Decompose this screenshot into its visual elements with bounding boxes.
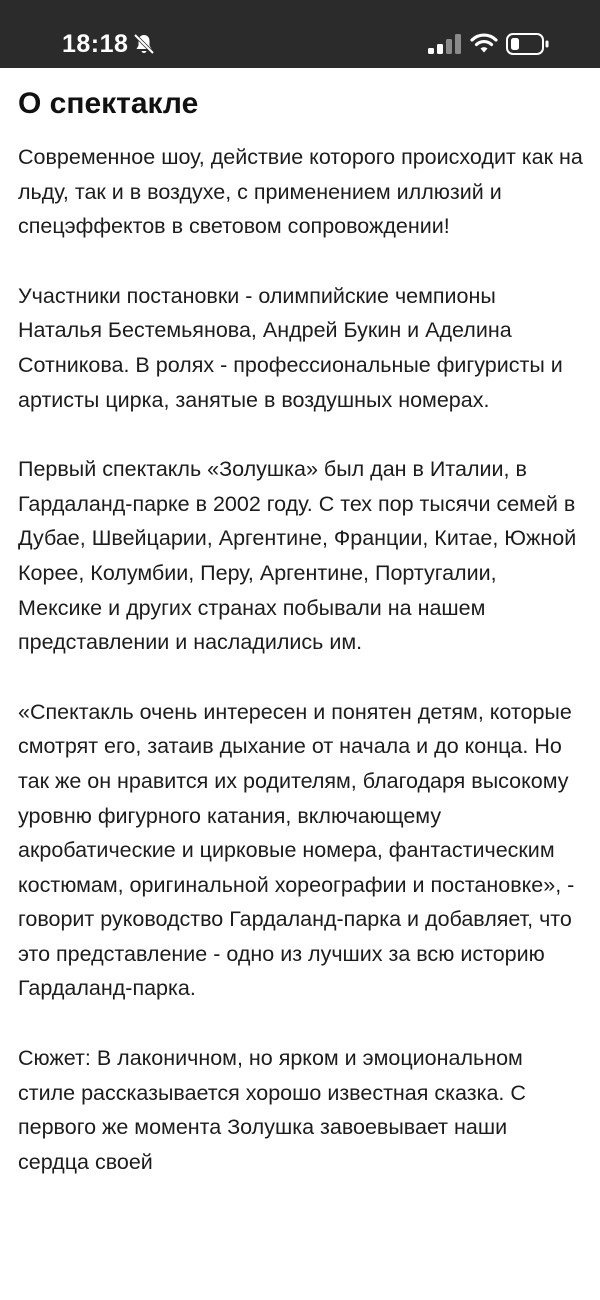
page-title: О спектакле [18,87,199,120]
about-section [18,82,584,1179]
paragraph-quote: «Спектакль очень интересен и понятен детям, которые смотрят его, затаив дыхание от начала и до конца. Но так же он нравится их родителям, благодаря высокому уровню фигурного катания, включающему акробатические и цирковые номера, фантастическим костюмам, оригинальной хореографии и постановке», - говорит руководство Гардаланд-парка и добавляет, что это представление - одно из лучших за всю историю Гардаланд-парка. [18,699,575,1001]
signal-icon [428,34,462,54]
battery-icon [506,32,550,56]
scroll-fade-overlay [190,1262,420,1300]
paragraph-plot: Сюжет: В лаконичном, но ярком и эмоциональном стиле рассказывается хорошо известная сказка. С первого же момента Золушка завоевывает наши сердца своей [18,1046,526,1174]
paragraph-history: Первый спектакль «Золушка» был дан в Италии, в Гардаланд-парке в 2002 году. С тех пор тысячи семей в Дубае, Швейцарии, Аргентине, Франции, Китае, Южной Корее, Колумбии, Перу, Аргентине, Португалии, Мексике и других странах побывали на нашем представлении и насладились им. [18,457,577,655]
paragraph-intro: Современное шоу, действие которого происходит как на льду, так и в воздухе, с применением иллюзий и спецэффектов в световом сопровождении! [18,145,583,239]
bell-slash-icon [132,32,156,56]
wifi-icon [470,32,498,54]
status-time: 18:18 [62,30,129,58]
status-bar [0,0,600,68]
paragraph-cast: Участники постановки - олимпийские чемпионы Наталья Бестемьянова, Андрей Букин и Аделина Сотникова. В ролях - профессиональные фигуристы и артисты цирка, занятые в воздушных номерах. [18,283,563,412]
